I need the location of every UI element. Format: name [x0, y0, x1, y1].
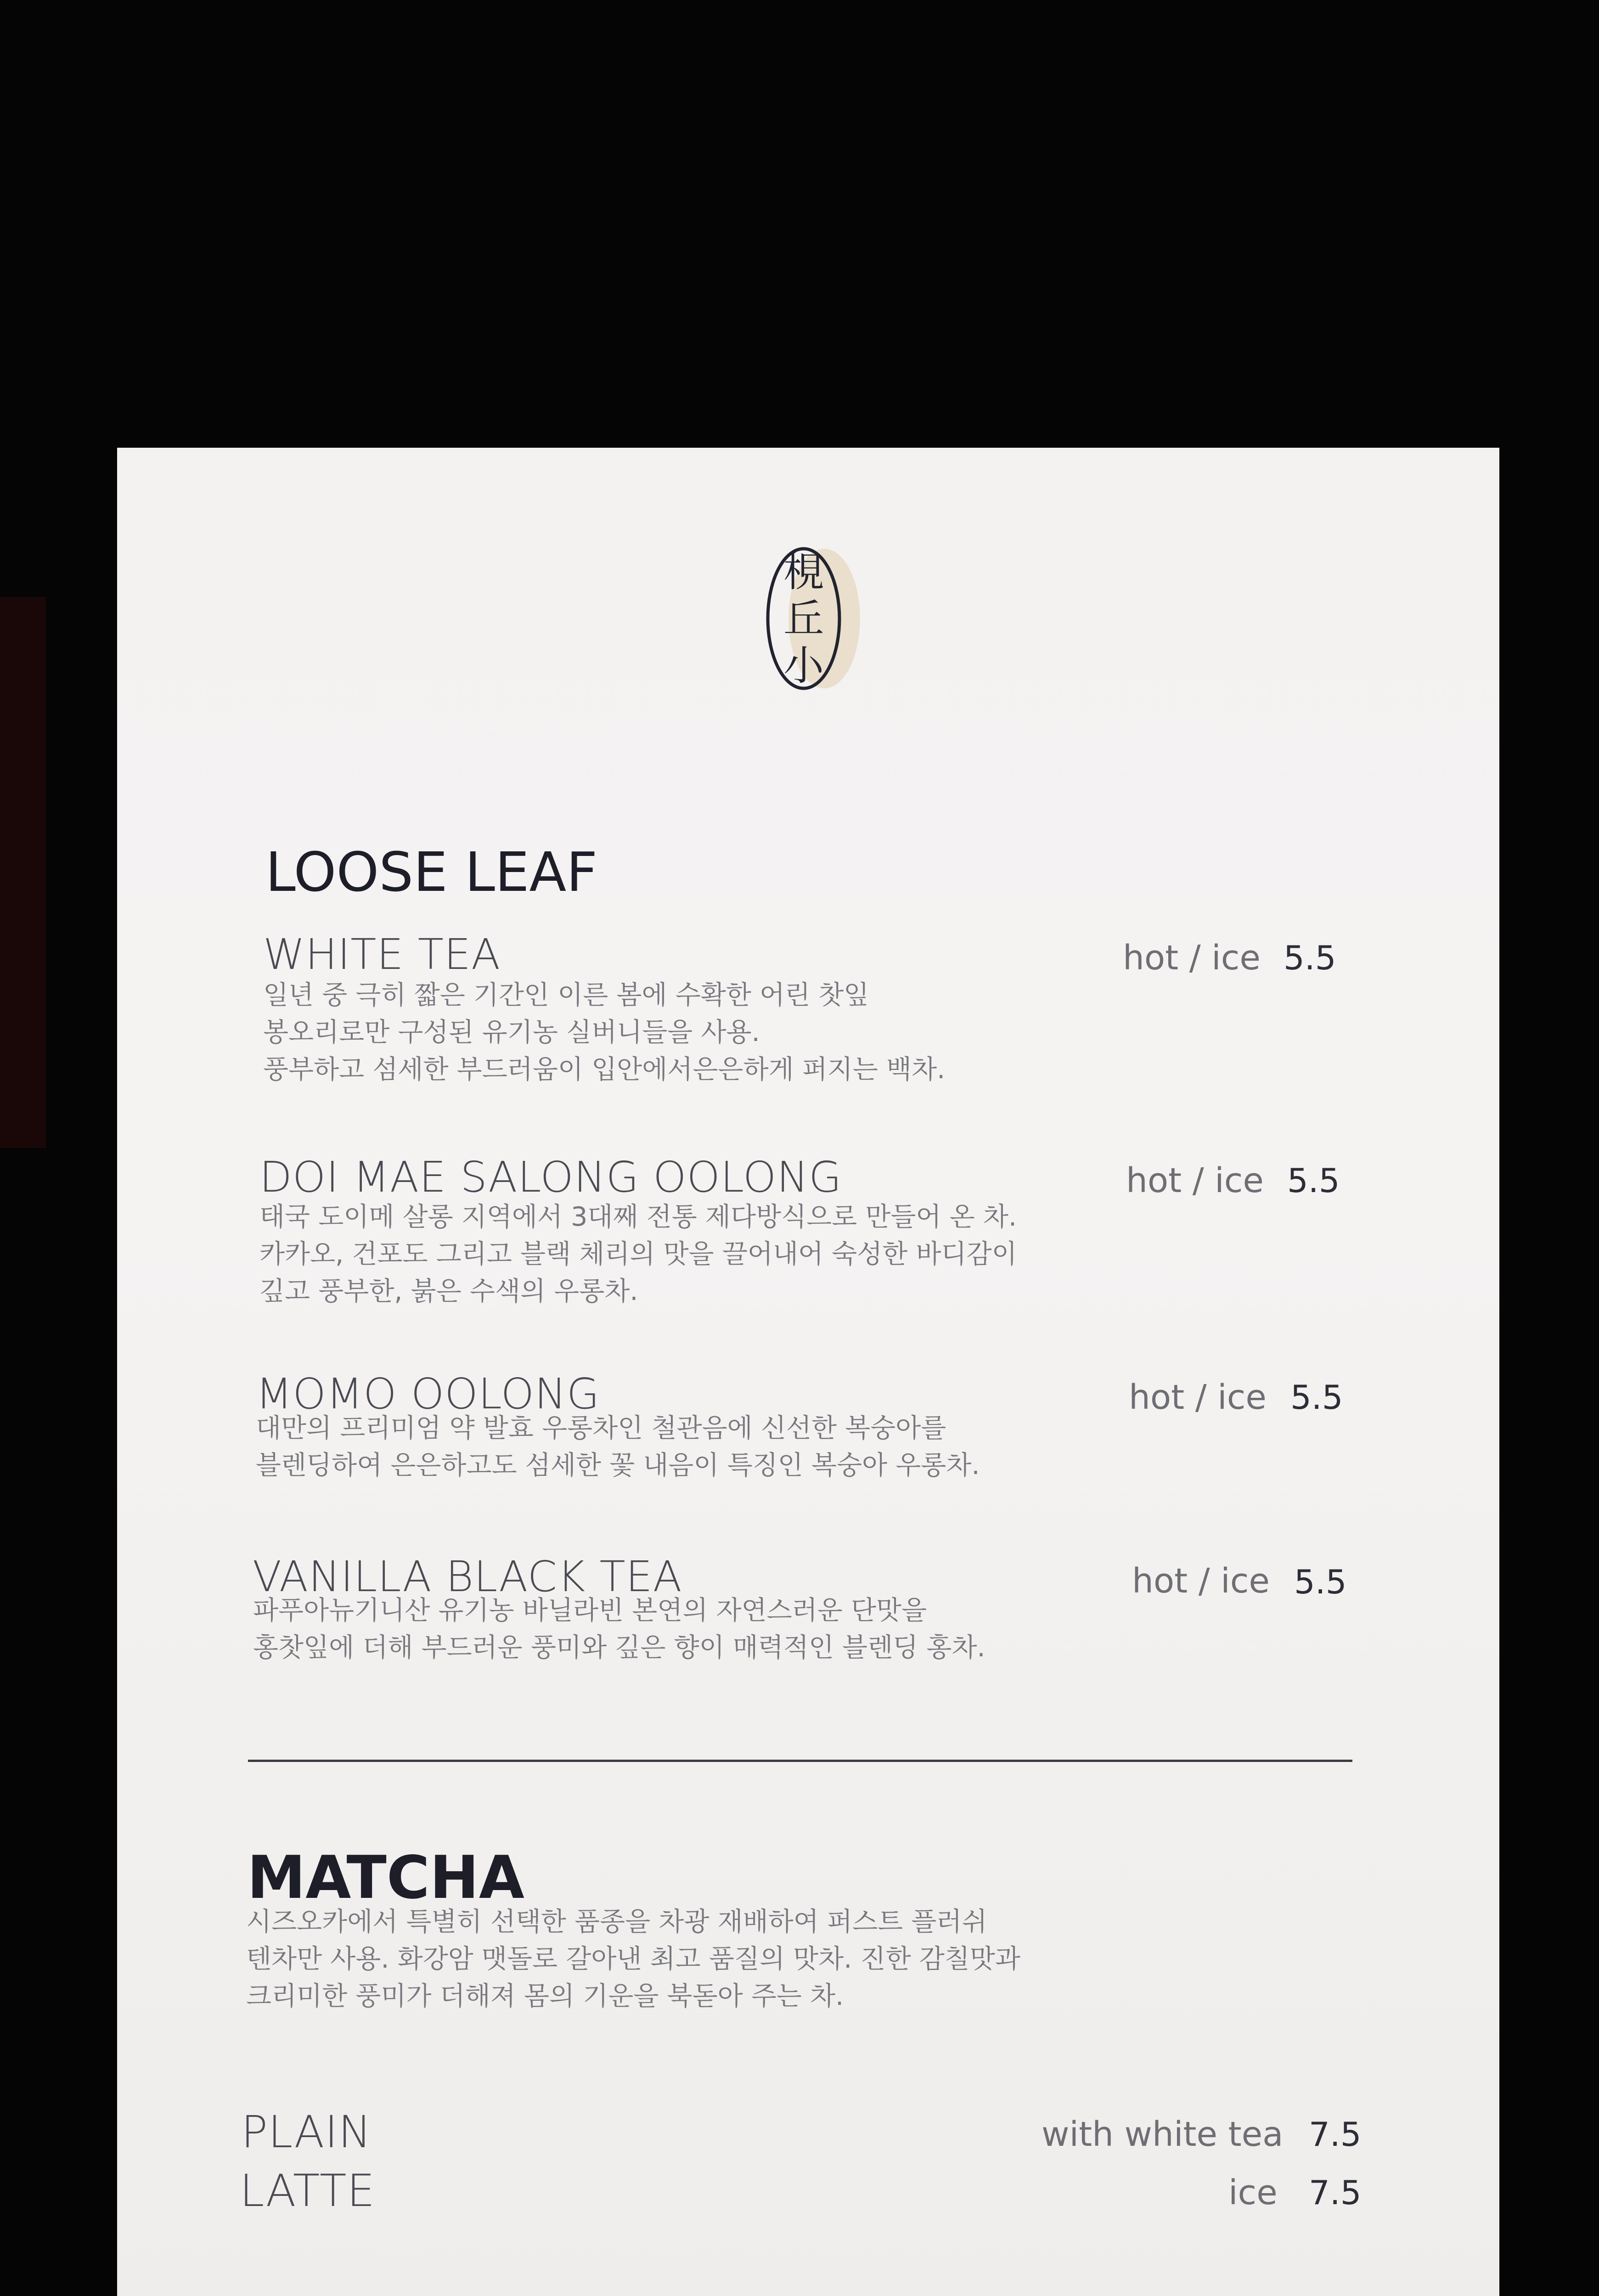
- description-line: 텐차만 사용. 화강암 맷돌로 갈아낸 최고 품질의 맛차. 진한 감칠맛과: [246, 1944, 1020, 1974]
- item-description: [256, 1410, 980, 1484]
- logo-char-2: 丘: [783, 595, 824, 642]
- menu-sheet: [117, 448, 1499, 2296]
- description-line: 풍부하고 섬세한 부드러움이 입안에서은은하게 퍼지는 백차.: [263, 1054, 946, 1085]
- item-option: with white tea: [1042, 2115, 1284, 2154]
- matcha-description: [246, 1903, 1020, 2015]
- description-line: 일년 중 극히 짧은 기간인 이른 봄에 수확한 어린 찻잎: [263, 980, 869, 1010]
- item-name: LATTE: [240, 2165, 376, 2217]
- item-description: [263, 977, 945, 1088]
- item-price: 7.5: [1309, 2115, 1362, 2154]
- item-option: hot / ice: [1129, 1378, 1267, 1417]
- logo-char-1: 梘: [783, 548, 824, 596]
- item-name: DOI MAE SALONG OOLONG: [259, 1153, 842, 1202]
- item-option: hot / ice: [1123, 938, 1261, 978]
- item-option: hot / ice: [1126, 1161, 1264, 1200]
- item-description: [259, 1199, 1017, 1310]
- description-line: 크리미한 풍미가 더해져 몸의 기운을 북돋아 주는 차.: [246, 1981, 844, 2011]
- logo-char-3: 小: [783, 642, 824, 689]
- description-line: 대만의 프리미엄 약 발효 우롱차인 철관음에 신선한 복숭아를: [256, 1413, 946, 1443]
- description-line: 홍찻잎에 더해 부드러운 풍미와 깊은 향이 매력적인 블렌딩 홍차.: [253, 1632, 985, 1663]
- description-line: 봉오리로만 구성된 유기농 실버니들을 사용.: [263, 1017, 760, 1047]
- item-price: 5.5: [1290, 1378, 1343, 1417]
- item-price: 7.5: [1309, 2173, 1362, 2212]
- item-name: WHITE TEA: [263, 930, 501, 979]
- description-line: 태국 도이메 살롱 지역에서 3대째 전통 제다방식으로 만들어 온 차.: [259, 1202, 1017, 1232]
- item-price: 5.5: [1294, 1563, 1347, 1601]
- logo-characters: [760, 549, 847, 689]
- description-line: 카카오, 건포도 그리고 블랙 체리의 맛을 끌어내어 숙성한 바디감이: [259, 1239, 1017, 1269]
- item-name: MOMO OOLONG: [256, 1369, 600, 1418]
- item-price: 5.5: [1284, 939, 1336, 977]
- description-line: 블렌딩하여 은은하고도 섬세한 꽃 내음이 특징인 복숭아 우롱차.: [256, 1450, 980, 1480]
- brand-logo: [760, 531, 879, 706]
- item-price: 5.5: [1287, 1161, 1340, 1200]
- item-option: ice: [1228, 2173, 1278, 2212]
- item-name: PLAIN: [241, 2106, 372, 2158]
- background-edge: [0, 597, 46, 1148]
- item-name: VANILLA BLACK TEA: [253, 1552, 682, 1601]
- section-title-loose-leaf: LOOSE LEAF: [265, 840, 598, 904]
- section-title-matcha: MATCHA: [247, 1844, 524, 1912]
- item-description: [253, 1592, 985, 1666]
- description-line: 깊고 풍부한, 붉은 수색의 우롱차.: [259, 1276, 638, 1306]
- section-divider: [248, 1760, 1352, 1762]
- item-option: hot / ice: [1132, 1561, 1270, 1601]
- description-line: 시즈오카에서 특별히 선택한 품종을 차광 재배하여 퍼스트 플러쉬: [246, 1907, 987, 1937]
- description-line: 파푸아뉴기니산 유기농 바닐라빈 본연의 자연스러운 단맛을: [253, 1595, 927, 1626]
